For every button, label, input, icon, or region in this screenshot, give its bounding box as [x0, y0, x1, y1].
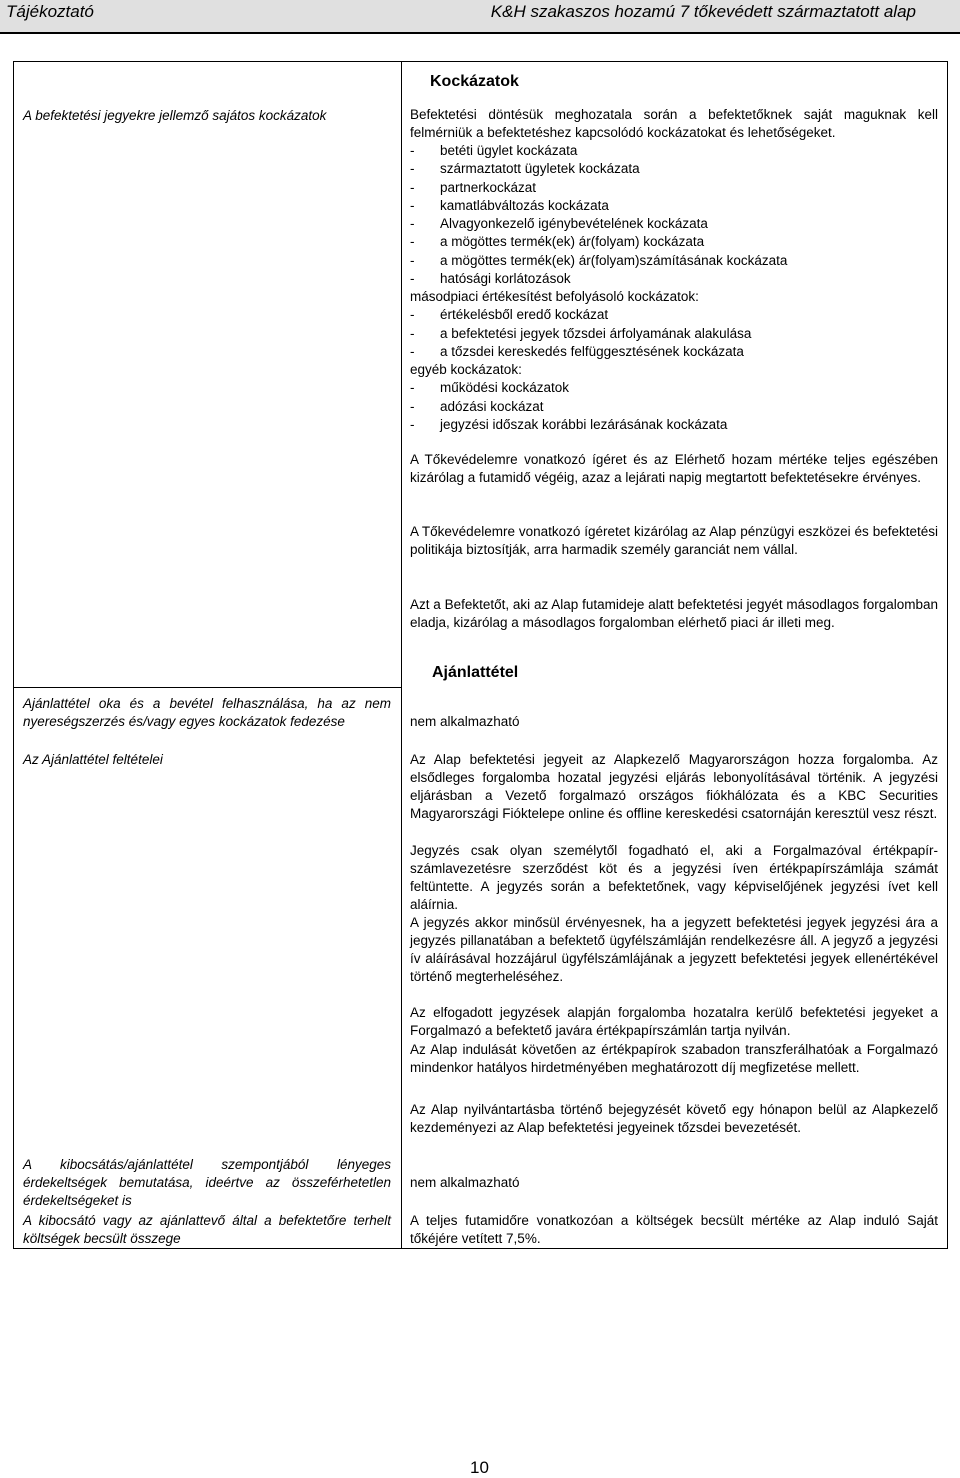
interests-value: nem alkalmazható — [410, 1175, 520, 1190]
interests-label: A kibocsátás/ajánlattétel szempontjából lényeges érdekeltségek bemutatása, ideértve az összeférhetetlen érdekeltségeket is — [23, 1157, 391, 1208]
offer-conditions-p2: Jegyzés csak olyan személytől fogadható el, aki a Forgalmazóval értékpapír-számlavezetésre szerződést köt és a jegyzési íven értékpapírszámlája számát feltüntette. A jegyzés során a befektetőnek, vagy képviselőjének jegyzési ívet kell aláírnia. — [410, 843, 938, 912]
costs-label: A kibocsátó vagy az ajánlattevő által a befektetőre terhelt költségek becsült összege — [23, 1213, 391, 1246]
offer-conditions-p1: Az Alap befektetési jegyeit az Alapkezelő Magyarországon hozza forgalomba. Az elsődleges forgalomba hozatal jegyzési eljárás lebonyolításával történik. A jegyzési eljárásban a Vezető forgalmazó országos fiókhálózata és a KBC Securities Magyarországi Fióktelepe online és offline kereskedési csatornáján keresztül vesz részt. — [410, 752, 938, 821]
other-risks-title: egyéb kockázatok: — [410, 362, 522, 377]
secondary-risks-title: másodpiaci értékesítést befolyásoló kockázatok: — [410, 289, 699, 304]
costs-value: A teljes futamidőre vonatkozóan a költségek becsült mértéke az Alap induló Saját tőkéjére vetített 7,5%. — [410, 1213, 938, 1246]
list-item: - a mögöttes termék(ek) ár(folyam) kockázata — [410, 234, 705, 250]
offer-heading: Ajánlattétel — [432, 664, 519, 681]
list-item: - adózási kockázat — [410, 398, 544, 414]
list-item: - Alvagyonkezelő igénybevételének kockázata — [410, 216, 708, 231]
offer-conditions-p4: Az elfogadott jegyzések alapján forgalomba hozatalra kerülő befektetési jegyeket a Forgalmazó a befektető javára értékpapírszámlán tartja nyilván. — [410, 1005, 938, 1038]
list-item: - a tőzsdei kereskedés felfüggesztésének kockázata — [410, 343, 744, 359]
row-divider — [13, 687, 402, 688]
risks-heading: Kockázatok — [430, 73, 519, 90]
offer-conditions-p3: A jegyzés akkor minősül érvényesnek, ha a jegyzett befektetési jegyek jegyzési ára a jegyzés pillanatában a befektető ügyfélszámláján rendelkezésre áll. A jegyző a jegyzési ív aláírásával hozzájárul ügyfélszámlájának a jegyzett befektetési jegyek ellenértékével történő megterheléséhez. — [410, 915, 938, 984]
risk-list — [410, 142, 938, 434]
offer-conditions-p5: Az Alap indulását követően az értékpapírok szabadon transzferálhatóak a Forgalmazó mindenkor hatályos hirdetményében meghatározott díj megfizetése mellett. — [410, 1042, 938, 1075]
list-item: - partnerkockázat — [410, 179, 537, 195]
list-item: - jegyzési időszak korábbi lezárásának kockázata — [410, 416, 728, 432]
page-number: 10 — [470, 1458, 489, 1477]
risks-left-label: A befektetési jegyekre jellemző sajátos kockázatok — [23, 108, 327, 123]
risks-intro: Befektetési döntésük meghozatala során a befektetőknek saját maguknak kell felmérniük a befektetéshez kapcsolódó kockázatokat és lehetőségeket. — [410, 107, 938, 140]
column-divider — [401, 61, 402, 1249]
offer-purpose-label: Ajánlattétel oka és a bevétel felhasználása, ha az nem nyereségszerzés és/vagy egyes kockázatok fedezése — [23, 696, 391, 729]
list-item: - kamatlábváltozás kockázata — [410, 197, 609, 213]
header-document-type: Tájékoztató — [6, 2, 94, 21]
header-fund-name: K&H szakaszos hozamú 7 tőkevédett származtatott alap — [490, 2, 916, 21]
secondary-market-paragraph: Azt a Befektetőt, aki az Alap futamideje alatt befektetési jegyét másodlagos forgalomban eladja, kizárólag a másodlagos forgalomban elérhető piaci ár illeti meg. — [410, 597, 938, 630]
list-item: - a mögöttes termék(ek) ár(folyam)számításának kockázata — [410, 252, 788, 268]
list-item: - hatósági korlátozások — [410, 270, 571, 286]
list-item: - származtatott ügyletek kockázata — [410, 161, 640, 177]
offer-purpose-value: nem alkalmazható — [410, 714, 520, 729]
offer-conditions-label: Az Ajánlattétel feltételei — [23, 752, 163, 767]
list-item: - a befektetési jegyek tőzsdei árfolyamának alakulása — [410, 325, 752, 341]
offer-conditions-p6: Az Alap nyilvántartásba történő bejegyzését követő egy hónapon belül az Alapkezelő kezdeményezi az Alap befektetési jegyeinek tőzsdei bevezetését. — [410, 1102, 938, 1135]
guarantee-paragraph: A Tőkevédelemre vonatkozó ígéretet kizárólag az Alap pénzügyi eszközei és befektetési politikája biztosítják, arra harmadik személy garanciát nem vállal. — [410, 524, 938, 557]
page-header — [0, 0, 960, 34]
list-item: - értékelésből eredő kockázat — [410, 307, 609, 323]
list-item: - betéti ügylet kockázata — [410, 143, 578, 158]
capital-protection-paragraph: A Tőkevédelemre vonatkozó ígéret és az Elérhető hozam mértéke teljes egészében kizárólag a futamidő végéig, azaz a lejárati napig megtartott befektetésekre érvényes. — [410, 452, 938, 485]
list-item: - működési kockázatok — [410, 380, 570, 396]
